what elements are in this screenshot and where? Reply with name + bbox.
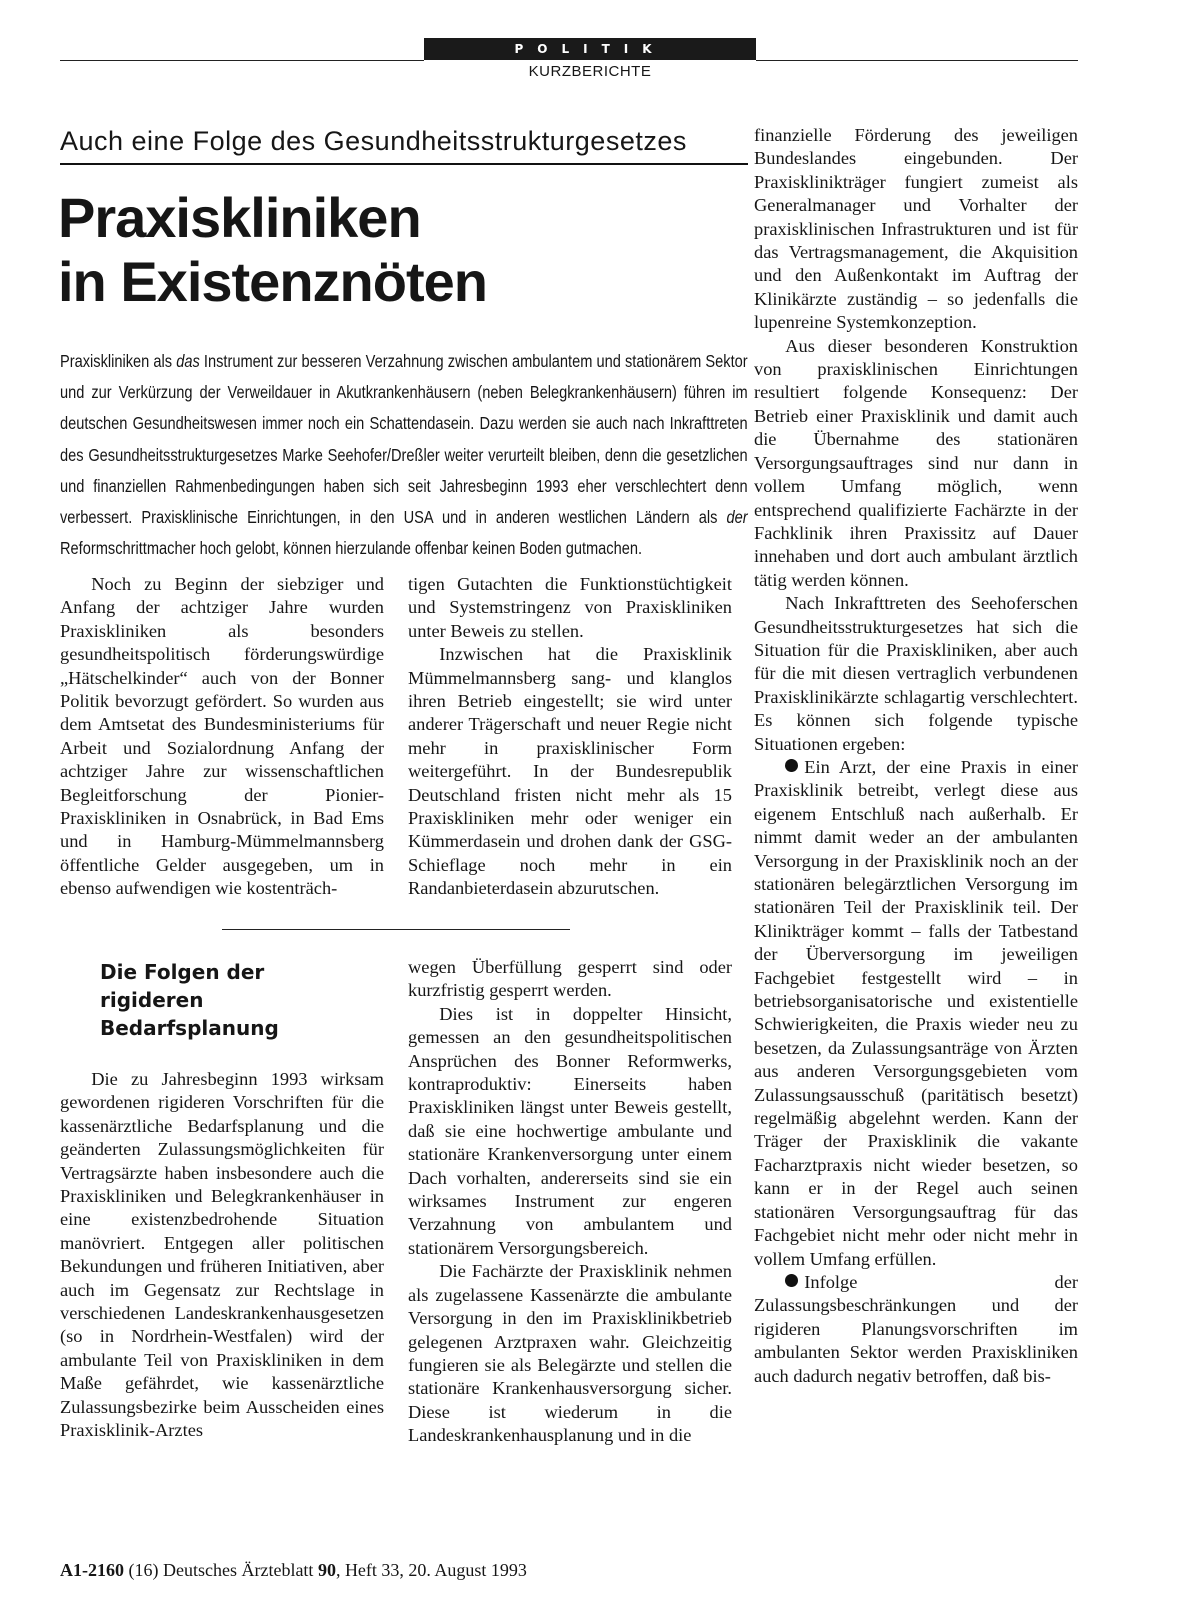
paragraph: wegen Überfüllung gesperrt sind oder kurzfristig gesperrt werden. (408, 957, 732, 1001)
column-2-top (408, 573, 732, 901)
section-label: POLITIK (424, 38, 756, 60)
headline-line-1: Praxiskliniken (58, 186, 421, 249)
paragraph: Dies ist in doppelter Hinsicht, gemessen an den gesundheitspolitischen Ansprüchen des Bonner Reformwerks, kontraproduktiv: Einerseits haben Praxiskliniken längst unter Beweis gestellt, daß sie eine hochwertige ambulante und stationäre Krankenversorgung unter einem Dach vorhalten, andererseits sind sie ein wirksames Instrument zur engeren Verzahnung von ambulantem und stationärem Versorgungsbereich. (408, 1003, 732, 1258)
bullet-icon (785, 759, 798, 772)
footer-date: , Heft 33, 20. August 1993 (335, 1560, 527, 1580)
lead-text-2: Instrument zur besseren Verzahnung zwischen ambulantem und stationärem Sektor und zur Verkürzung der Verweildauer in Akutkrankenhäusern (neben Belegkrankenhäusern) führen im deutschen Gesundheitswesen immer noch ein Schattendasein. Dazu werden sie auch nach Inkrafttreten des Gesundheitsstrukturgesetzes Marke Seehofer/Dreßler weiter verurteilt bleiben, denn die gesetzlichen und finanziellen Rahmenbedingungen haben sich seit Jahresbeginn 1993 eher verschlechtert denn verbessert. Praxisklinische Einrichtungen, in den USA und in anderen westlichen Ländern als (60, 351, 748, 528)
column-1-bottom (60, 1068, 384, 1443)
subsection-label: KURZBERICHTE (528, 63, 652, 80)
paragraph: Aus dieser besonderen Konstruktion von praxisklinischen Einrichtungen resultiert folgende Konsequenz: Der Betrieb einer Praxisklinik und damit auch die Übernahme des stationären Versorgungsauftrages sind nur dann in vollem Umfang möglich, wenn entsprechend qualifizierte Fachärzte in der Fachklinik ihren Praxissitz auf Dauer innehaben und dort auch ambulant ärztlich tätig werden können. (754, 335, 1078, 590)
section-divider (222, 929, 570, 930)
column-3 (754, 124, 1078, 1388)
paragraph: Inzwischen hat die Praxisklinik Mümmelmannsberg sang- und klanglos ihren Betrieb eingestellt; sie wird unter anderer Trägerschaft und neuer Regie nicht mehr in praxisklinischer Form weitergeführt. In der Bundesrepublik Deutschland fristen nicht mehr als 15 Praxiskliniken mehr oder weniger ein Kümmerdasein und drohen dank der GSG-Schieflage noch mehr in ein Randanbieterdasein abzurutschen. (408, 644, 732, 899)
lead-emphasis-1: das (176, 351, 200, 371)
paragraph: tigen Gutachten die Funktionstüchtigkeit und Systemstringenz von Praxiskliniken unter Beweis zu stellen. (408, 574, 732, 641)
bullet-text: Infolge der Zulassungsbeschränkungen und der rigideren Planungsvorschriften im ambulanten Sektor werden Praxiskliniken auch dadurch negativ betroffen, daß bis- (754, 1271, 1078, 1386)
bullet-paragraph (754, 756, 1078, 1271)
column-1-top (60, 573, 384, 901)
bullet-icon (785, 1274, 798, 1287)
bullet-paragraph (754, 1271, 1078, 1388)
column-2-bottom (408, 956, 732, 1448)
header-rule-right (756, 60, 1078, 61)
page-footer (60, 1560, 760, 1581)
lead-text-3: Reformschrittmacher hoch gelobt, können hierzulande offenbar keinen Boden gutmachen. (60, 538, 643, 559)
paragraph: Die zu Jahresbeginn 1993 wirksam gewordenen rigideren Vorschriften für die kassenärztliche Bedarfsplanung und die geänderten Zulassungsmöglichkeiten für Vertragsärzte haben insbesondere auch die Praxiskliniken und Belegkrankenhäuser in eine existenzbedrohende Situation manövriert. Entgegen aller politischen Bekundungen und früheren Initiativen, aber auch im Gegensatz zur Rechtslage in verschiedenen Landeskrankenhausgesetzen (so in Nordrhein-Westfalen) wird der ambulante Teil von Praxiskliniken in dem Maße gefährdet, wie kassenärztliche Zulassungsbezirke beim Ausscheiden eines Praxisklinik-Arztes (60, 1069, 384, 1441)
paragraph: Die Fachärzte der Praxisklinik nehmen als zugelassene Kassenärzte die ambulante Versorgung in den im Praxisklinikbetrieb gelegenen Arztpraxen wahr. Gleichzeitig fungieren sie als Belegärzte und stellen die stationäre Krankenhausversorgung sicher. Diese ist wiederum in die Landeskrankenhausplanung und in die (408, 1261, 732, 1446)
paragraph: finanzielle Förderung des jeweiligen Bundeslandes eingebunden. Der Praxisklinikträger fungiert zumeist als Generalmanager und Vorhalter der praxisklinischen Infrastrukturen und ist für das Vertragsmanagement, die Akquisition und den Außenkontakt im Auftrag der Klinikärzte zuständig – so jedenfalls die lupenreine Systemkonzeption. (754, 125, 1078, 333)
footer-volume: 90 (317, 1560, 336, 1580)
footer-issue: (16) Deutsches Ärzteblatt (128, 1560, 314, 1580)
paragraph: Nach Inkrafttreten des Seehoferschen Gesundheitsstrukturgesetzes hat sich die Situation für die Praxiskliniken, aber auch für die mit diesen vertraglich verbundenen Praxisklinikärzte schlagartig verschlechtert. Es können sich folgende typische Situationen ergeben: (754, 593, 1078, 754)
header-rule-left (60, 60, 424, 61)
kicker: Auch eine Folge des Gesundheitsstrukturgesetzes (60, 126, 687, 156)
kicker-underline (60, 163, 748, 165)
paragraph: Noch zu Beginn der siebziger und Anfang der achtziger Jahre wurden Praxiskliniken als besonders gesundheitspolitisch förderungswürdige „Hätschelkinder“ auch von der Bonner Politik bevorzugt gefördert. So wurden aus dem Amtsetat des Bundesministeriums für Arbeit und Sozialordnung Anfang der achtziger Jahre zur wissenschaftlichen Begleitforschung der Pionier-Praxiskliniken in Osnabrück, in Bad Ems und in Hamburg-Mümmelmannsberg öffentliche Gelder ausgegeben, um in ebenso aufwendigen wie kostenträch- (60, 574, 384, 899)
lead-paragraph (60, 346, 748, 564)
lead-emphasis-2: der (726, 507, 748, 528)
headline-line-2: in Existenznöten (58, 250, 487, 313)
bullet-text: Ein Arzt, der eine Praxis in einer Praxisklinik betreibt, verlegt diese aus eigenem Entschluß nach außerhalb. Er nimmt damit weder an der ambulanten Versorgung in der Praxisklinik noch an der stationären belegärztlichen Versorgung im stationären Teil der Praxisklinik teil. Der Klinikträger kommt – falls der Tatbestand der Überversorgung im jeweiligen Fachgebiet festgestellt wird – in betriebsorganisatorische und existentielle Schwierigkeiten, die Praxis wieder neu zu besetzen, da Zulassungsanträge von Ärzten aus anderen Versorgungsgebieten vom Zulassungsausschuß (paritätisch besetzt) regelmäßig abgelehnt werden. Kann der Träger der Praxisklinik die vakante Facharztpraxis nicht wieder besetzen, so kann er in der Regel auch seinen stationären Versorgungsauftrag für das Fachgebiet nicht mehr oder nicht mehr in vollem Umfang erfüllen. (754, 756, 1078, 1269)
headline (58, 186, 758, 314)
page-number: A1-2160 (60, 1560, 124, 1580)
lead-text-1: Praxiskliniken als (60, 351, 177, 371)
subheading: Die Folgen der rigideren Bedarfsplanung (100, 960, 279, 1040)
